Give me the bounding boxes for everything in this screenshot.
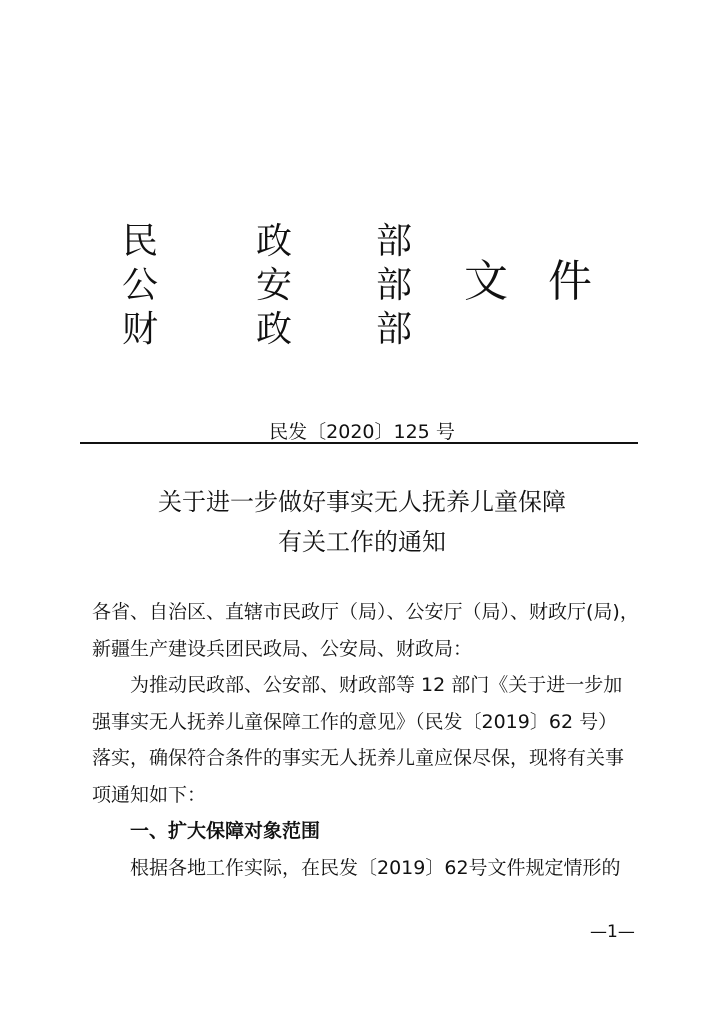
paragraph-1-line-2: 强事实无人抚养儿童保障工作的意见》（民发〔2019〕62 号） <box>92 710 618 733</box>
addressee-line-1: 各省、自治区、直辖市民政厅（局）、公安厅（局）、财政厅(局)， <box>92 601 639 623</box>
issuer-char: 民 <box>121 221 158 262</box>
title-line-1: 关于进一步做好事实无人抚养儿童保障 <box>158 488 566 516</box>
paragraph-1-line-1: 为推动民政部、公安部、财政部等 12 部门《关于进一步加 <box>130 674 623 696</box>
document-body <box>92 594 652 886</box>
addressee-line-2: 新疆生产建设兵团民政局、公安局、财政局： <box>92 637 473 660</box>
issuer-char: 安 <box>255 265 292 306</box>
section-1-heading: 一、扩大保障对象范围 <box>130 820 321 842</box>
issuer-char: 政 <box>255 221 292 262</box>
issuer-char: 政 <box>255 309 292 350</box>
title-line-2: 有关工作的通知 <box>278 528 446 556</box>
issuer-char: 部 <box>375 221 412 262</box>
paragraph-2-line-1: 根据各地工作实际，在民发〔2019〕62号文件规定情形的 <box>130 856 621 879</box>
header-divider <box>80 442 638 444</box>
issuer-char: 公 <box>121 265 158 306</box>
page-number: —1— <box>590 922 635 942</box>
document-number: 民发〔2020〕125 号 <box>269 421 455 443</box>
issuer-char: 部 <box>375 265 412 306</box>
doc-type-label: 文件 <box>464 256 632 307</box>
paragraph-1-line-3: 落实，确保符合条件的事实无人抚养儿童应保尽保，现将有关事 <box>92 747 625 769</box>
issuer-header <box>0 0 724 360</box>
document-title <box>0 482 724 562</box>
issuer-char: 部 <box>375 309 412 350</box>
paragraph-1-line-4: 项通知如下： <box>92 783 207 806</box>
issuer-char: 财 <box>121 309 158 350</box>
